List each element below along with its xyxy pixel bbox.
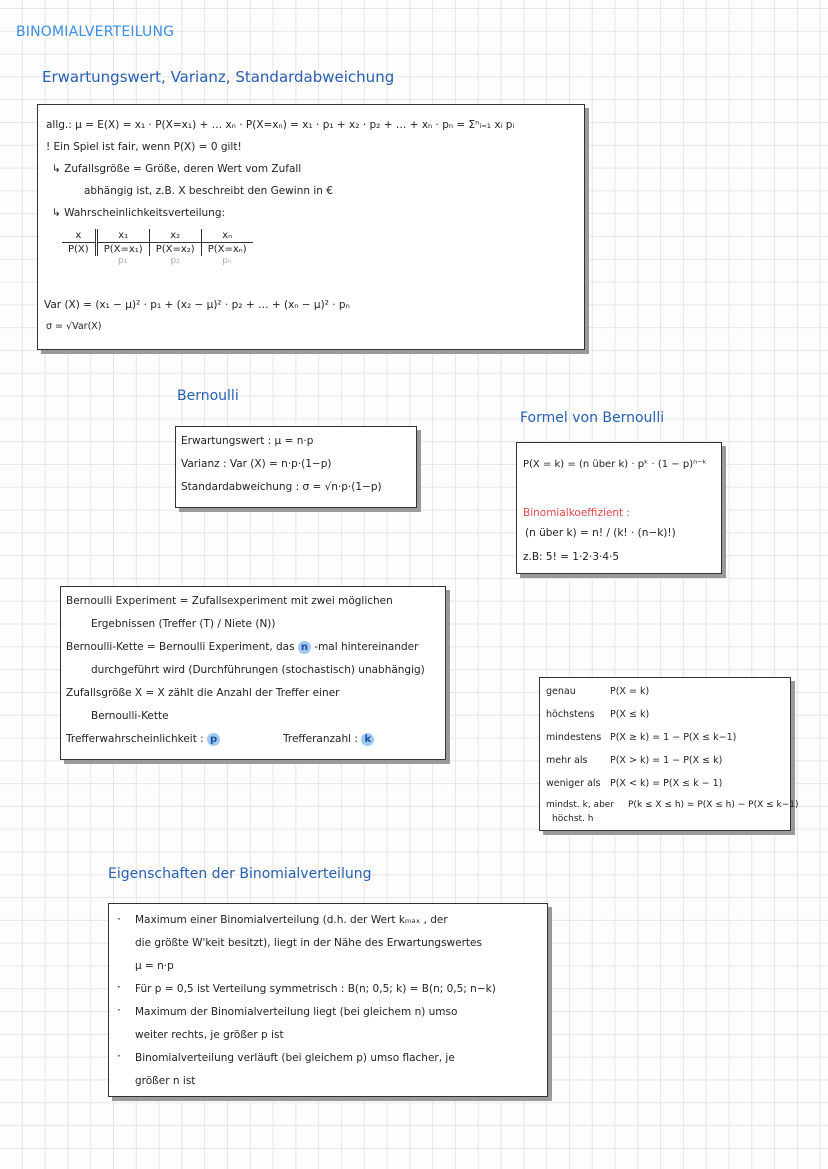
- bernoulli-kette-def: [66, 641, 418, 654]
- section-heading-bernoulli: Bernoulli: [177, 388, 239, 404]
- table-header-cell: xₙ: [201, 229, 252, 243]
- bernoulli-erwartungswert: Erwartungswert : μ = n·p: [181, 435, 314, 447]
- bernoulli-kette-text: Bernoulli-Kette = Bernoulli Experiment, das: [66, 641, 295, 653]
- eigenschaft-2-line1: Für p = 0,5 ist Verteilung symmetrisch : B(n; 0,5; k) = B(n; 0,5; n−k): [135, 983, 496, 995]
- formel-box: [516, 442, 722, 574]
- prob-row-weniger-als: weniger als P(X < k) = P(X ≤ k − 1): [546, 778, 723, 789]
- bernoulli-kette-text2: -mal hintereinander: [314, 641, 419, 653]
- bernoulli-box: [175, 426, 417, 508]
- bernoulli-kette-def-cont: durchgeführt wird (Durchführungen (stochastisch) unabhängig): [91, 664, 425, 676]
- eigenschaft-1-line2: die größte W'keit besitzt), liegt in der Nähe des Erwartungswertes: [135, 937, 482, 949]
- trefferwahrscheinlichkeit: [66, 733, 220, 746]
- prob-row-zwischen-label2: höchst. h: [552, 814, 594, 824]
- table-cell: P(X=x₂): [149, 243, 201, 257]
- distribution-table: [62, 229, 253, 267]
- p-label: Trefferwahrscheinlichkeit :: [66, 733, 204, 745]
- eigenschaft-1-line1: Maximum einer Binomialverteilung (d.h. der Wert kₘₐₓ , der: [135, 914, 448, 926]
- prob-row-mindestens: mindestens P(X ≥ k) = 1 − P(X ≤ k−1): [546, 732, 737, 743]
- bernoulli-formula: P(X = k) = (n über k) · pᵏ · (1 − p)ⁿ⁻ᵏ: [523, 459, 707, 470]
- table-cell: P(X=x₁): [96, 243, 149, 257]
- p-marker: p: [207, 733, 220, 746]
- table-header-cell: x: [62, 229, 96, 243]
- table-cell: P(X=xₙ): [207, 244, 247, 255]
- k-label: Trefferanzahl :: [283, 733, 358, 745]
- probabilities-box: [539, 677, 799, 831]
- binomialkoeffizient-formula: (n über k) = n! / (k! · (n−k)!): [525, 527, 676, 539]
- section-heading-eigenschaften: Eigenschaften der Binomialverteilung: [108, 866, 372, 882]
- bullet-icon: ·: [117, 980, 121, 994]
- bullet-icon: ·: [117, 1049, 121, 1063]
- erwartungswert-box: [37, 104, 585, 350]
- table-sub-cell: p₂: [170, 256, 180, 266]
- bernoulli-standardabweichung: Standardabweichung : σ = √n·p·(1−p): [181, 481, 382, 493]
- stddev-formula: σ = √Var(X): [46, 321, 102, 332]
- table-cell: P(X): [62, 243, 96, 257]
- zufallsgroesse-x-def-cont: Bernoulli-Kette: [91, 710, 169, 722]
- table-sub-cell: p₁: [118, 256, 128, 266]
- eigenschaft-3-line1: Maximum der Binomialverteilung liegt (bei gleichem n) umso: [135, 1006, 458, 1018]
- table-header-cell: x₁: [96, 229, 149, 243]
- bullet-icon: ·: [117, 1003, 121, 1017]
- n-marker: n: [298, 641, 311, 654]
- eigenschaften-box: [108, 903, 548, 1097]
- verteilung-label: ↳ Wahrscheinlichkeitsverteilung:: [52, 207, 226, 219]
- bullet-icon: ·: [117, 912, 121, 926]
- trefferanzahl: [283, 733, 374, 746]
- factorial-example: z.B: 5! = 1·2·3·4·5: [523, 551, 620, 563]
- bernoulli-experiment-def: Bernoulli Experiment = Zufallsexperiment mit zwei möglichen: [66, 595, 393, 607]
- binomialkoeffizient-label: Binomialkoeffizient :: [523, 507, 630, 519]
- eigenschaft-4-line1: Binomialverteilung verläuft (bei gleichem p) umso flacher, je: [135, 1052, 455, 1064]
- k-marker: k: [361, 733, 374, 746]
- zufallsgroesse-example: abhängig ist, z.B. X beschreibt den Gewinn in €: [84, 185, 333, 197]
- page-title: BINOMIALVERTEILUNG: [16, 24, 175, 40]
- variance-formula: Var (X) = (x₁ − μ)² · p₁ + (x₂ − μ)² · p₂ + … + (xₙ − μ)² · pₙ: [44, 299, 350, 311]
- definitions-box: [60, 586, 446, 760]
- eigenschaft-1-line3: μ = n·p: [135, 960, 174, 972]
- prob-row-mehr-als: mehr als P(X > k) = 1 − P(X ≤ k): [546, 755, 723, 766]
- bernoulli-experiment-def-cont: Ergebnissen (Treffer (T) / Niete (N)): [91, 618, 276, 630]
- zufallsgroesse-def: ↳ Zufallsgröße = Größe, deren Wert vom Zufall: [52, 163, 302, 175]
- eigenschaft-3-line2: weiter rechts, je größer p ist: [135, 1029, 284, 1041]
- fair-game-note: ! Ein Spiel ist fair, wenn P(X) = 0 gilt!: [46, 141, 242, 153]
- eigenschaft-4-line2: größer n ist: [135, 1075, 196, 1087]
- bernoulli-varianz: Varianz : Var (X) = n·p·(1−p): [181, 458, 332, 470]
- section-heading-formel: Formel von Bernoulli: [520, 410, 665, 426]
- table-sub-cell: pₙ: [222, 256, 232, 266]
- general-formula: allg.: μ = E(X) = x₁ · P(X=x₁) + … xₙ · P(X=xₙ) = x₁ · p₁ + x₂ · p₂ + … + xₙ · pₙ = Σⁿᵢ₌₁ xᵢ pᵢ: [46, 119, 515, 131]
- prob-row-genau: genau P(X = k): [546, 686, 650, 697]
- table-sub-cell: [62, 256, 96, 267]
- zufallsgroesse-x-def: Zufallsgröße X = X zählt die Anzahl der Treffer einer: [66, 687, 340, 699]
- table-header-cell: x₂: [149, 229, 201, 243]
- prob-row-zwischen: mindst. k, aber P(k ≤ X ≤ h) = P(X ≤ h) − P(X ≤ k−1): [546, 800, 799, 810]
- prob-row-hoechstens: höchstens P(X ≤ k): [546, 709, 650, 720]
- section-heading-erwartungswert: Erwartungswert, Varianz, Standardabweichung: [42, 68, 395, 86]
